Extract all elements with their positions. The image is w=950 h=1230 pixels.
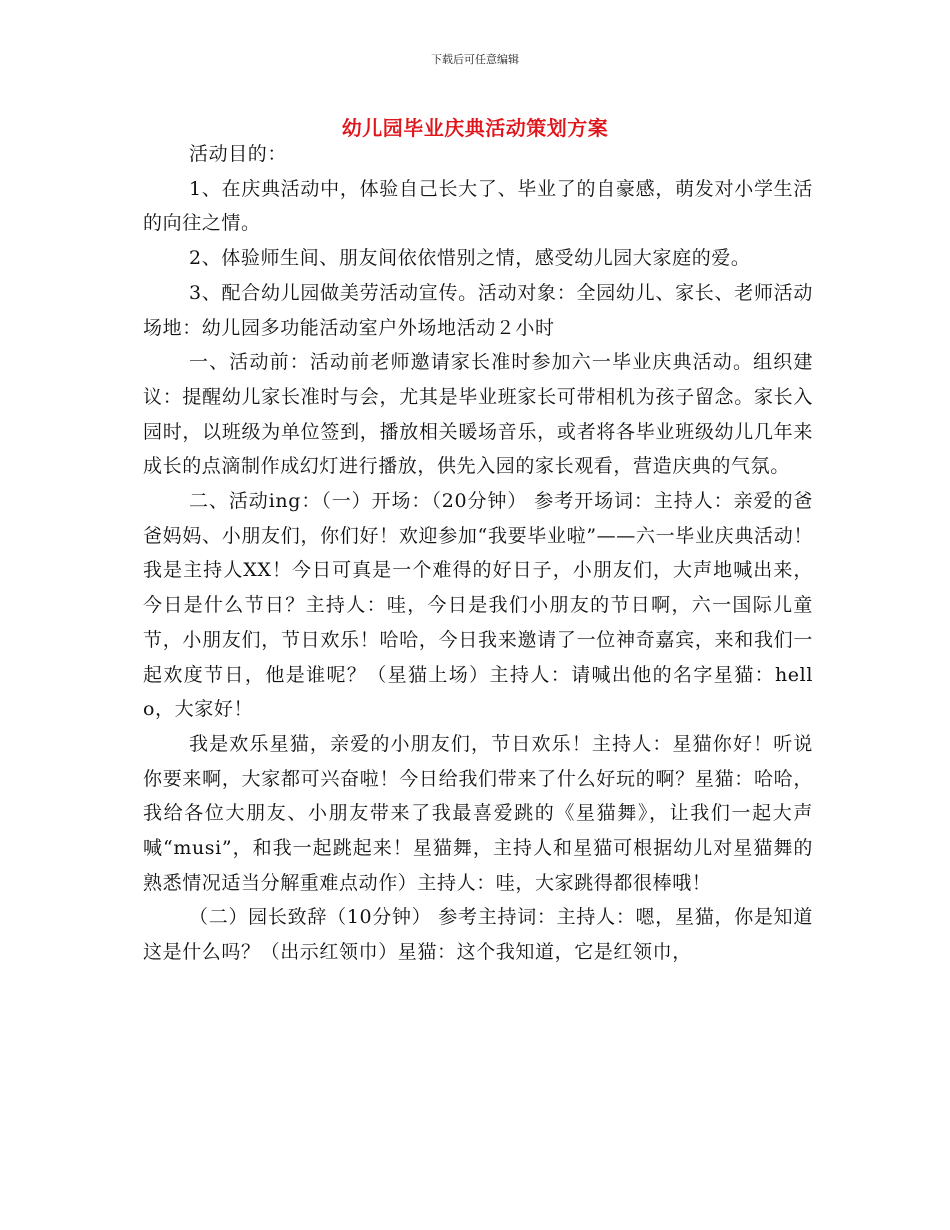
paragraph-purpose-1: 1、在庆典活动中，体验自己长大了、毕业了的自豪感，萌发对小学生活的向往之情。 bbox=[143, 177, 813, 235]
page-header-note: 下载后可任意编辑 bbox=[431, 53, 519, 66]
paragraph-purpose-heading: 活动目的： bbox=[189, 143, 288, 165]
document-title: 幼儿园毕业庆典活动策划方案 bbox=[341, 116, 609, 140]
document-body bbox=[143, 137, 813, 970]
paragraph-before-activity: 一、活动前：活动前老师邀请家长准时参加六一毕业庆典活动。组织建议：提醒幼儿家长准时与会，尤其是毕业班家长可带相机为孩子留念。家长入园时，以班级为单位签到，播放相关暖场音乐，或者将各毕业班级幼儿几年来成长的点滴制作成幻灯进行播放，供先入园的家长观看，营造庆典的气氛。 bbox=[143, 351, 813, 478]
paragraph-principal-speech: （二）园长致辞（10分钟） 参考主持词：主持人：嗯，星猫，你是知道这是什么吗？（出示红领巾）星猫：这个我知道，它是红领巾， bbox=[143, 906, 813, 964]
paragraph-purpose-2: 2、体验师生间、朋友间依依惜别之情，感受幼儿园大家庭的爱。 bbox=[189, 247, 751, 270]
paragraph-opening: 二、活动ing：（一）开场：（20分钟） 参考开场词：主持人：亲爱的爸爸妈妈、小朋友们，你们好！欢迎参加“我要毕业啦”——六一毕业庆典活动！我是主持人XX！今日可真是一个难得的好日子，小朋友们，大声地喊出来，今日是什么节日？主持人：哇，今日是我们小朋友的节日啊，六一国际儿童节，小朋友们，节日欢乐！哈哈，今日我来邀请了一位神奇嘉宾，来和我们一起欢度节日，他是谁呢？（星猫上场）主持人：请喊出他的名字星猫：hello，大家好！ bbox=[143, 490, 813, 721]
paragraph-star-cat: 我是欢乐星猫，亲爱的小朋友们，节日欢乐！主持人：星猫你好！听说你要来啊，大家都可兴奋啦！今日给我们带来了什么好玩的啊？星猫：哈哈，我给各位大朋友、小朋友带来了我最喜爱跳的《星猫舞》，让我们一起大声喊“musi”，和我一起跳起来！星猫舞，主持人和星猫可根据幼儿对星猫舞的熟悉情况适当分解重难点动作）主持人：哇，大家跳得都很棒哦！ bbox=[143, 732, 813, 894]
paragraph-purpose-3: 3、配合幼儿园做美劳活动宣传。活动对象：全园幼儿、家长、老师活动场地：幼儿园多功能活动室户外场地活动２小时 bbox=[143, 281, 813, 339]
